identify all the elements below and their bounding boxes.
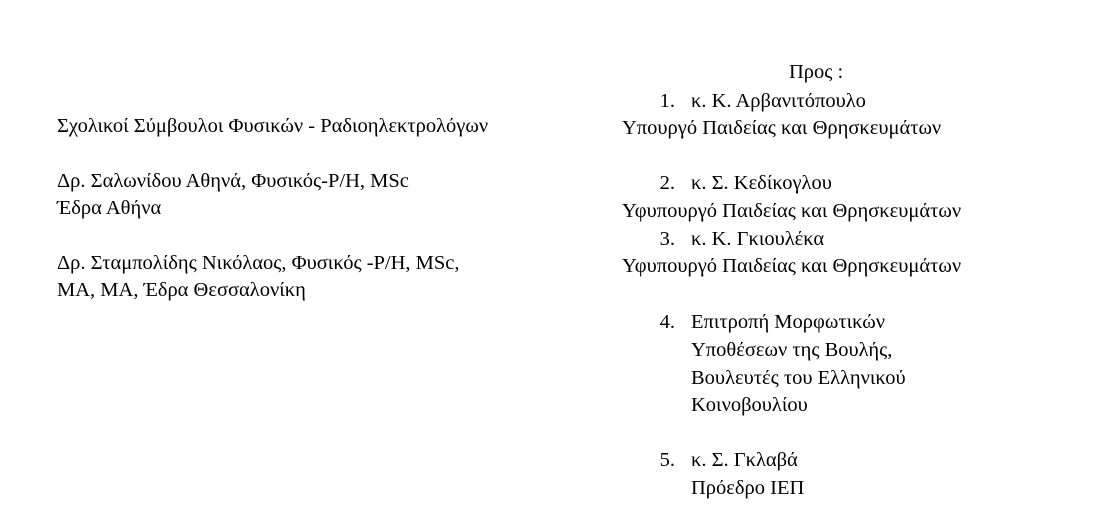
recipient-line: Υποθέσεων της Βουλής, [691,339,893,361]
recipient-number: 1. [659,90,675,112]
recipient-title: Υφυπουργό Παιδείας και Θρησκευμάτων [622,255,962,277]
recipient-title: Υπουργό Παιδείας και Θρησκευμάτων [622,117,942,139]
recipient-name: κ. Κ. Γκιουλέκα [691,228,825,250]
recipient-title: Υφυπουργό Παιδείας και Θρησκευμάτων [622,200,962,222]
sender-person1-name: Δρ. Σαλωνίδου Αθηνά, Φυσικός-Ρ/Η, MSc [57,170,409,192]
sender-group: Σχολικοί Σύμβουλοι Φυσικών - Ραδιοηλεκτρολόγων [57,115,489,137]
recipients-heading: Προς : [789,61,844,83]
recipient-line: Βουλευτές του Ελληνικού [691,367,906,389]
recipient-name: κ. Κ. Αρβανιτόπουλο [691,90,866,112]
recipient-name: κ. Σ. Κεδίκογλου [691,172,832,194]
recipient-number: 4. [659,311,675,333]
recipient-line: Κοινοβουλίου [691,394,808,416]
recipient-number: 3. [659,228,675,250]
sender-person2-seat: ΜΑ, ΜΑ, Έδρα Θεσσαλονίκη [57,279,306,301]
recipient-line: Επιτροπή Μορφωτικών [691,311,885,333]
recipient-number: 2. [659,172,675,194]
recipient-title: Πρόεδρο ΙΕΠ [691,477,805,499]
recipient-name: κ. Σ. Γκλαβά [691,449,798,471]
recipient-number: 5. [659,449,675,471]
sender-person2-name: Δρ. Σταμπολίδης Νικόλαος, Φυσικός -Ρ/Η, MSc, [57,252,460,274]
sender-person1-seat: Έδρα Αθήνα [57,197,162,219]
